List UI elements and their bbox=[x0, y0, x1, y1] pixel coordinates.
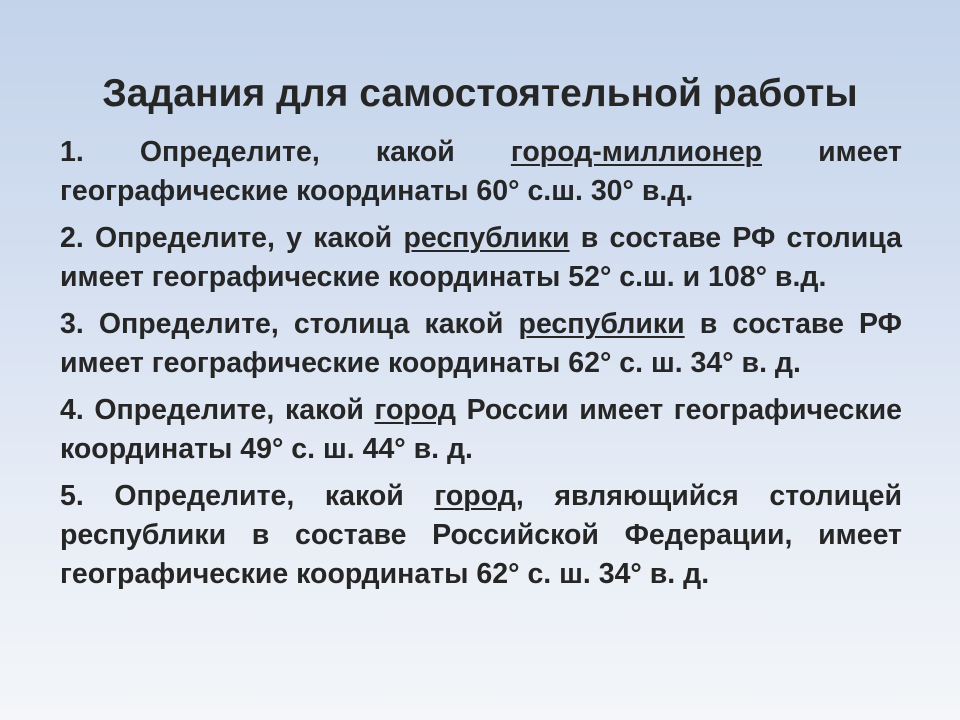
task-keyword: город-миллионер bbox=[510, 136, 763, 168]
task-text-after: имеет географические координаты 60° с.ш. 30° в.д. bbox=[60, 136, 902, 207]
task-list bbox=[60, 133, 902, 602]
task-keyword: республики bbox=[403, 222, 570, 254]
task-item-5 bbox=[60, 477, 902, 594]
task-text-after: России имеет географические координаты 49° с. ш. 44° в. д. bbox=[60, 394, 903, 465]
task-text-before: 1. Определите, какой bbox=[60, 136, 511, 168]
task-item-1 bbox=[60, 133, 902, 211]
task-text-after: в составе РФ столица имеет географические координаты 52° с.ш. и 108° в.д. bbox=[60, 222, 902, 293]
task-keyword: республики bbox=[518, 308, 685, 340]
task-text-before: 2. Определите, у какой bbox=[60, 222, 404, 254]
task-keyword: город bbox=[434, 480, 516, 512]
task-item-2 bbox=[60, 219, 902, 297]
slide-title: Задания для самостоятельной работы bbox=[102, 72, 858, 115]
task-text-after: , являющийся столицей республики в составе Российской Федерации, имеет географические координаты 62° с. ш. 34° в. д. bbox=[60, 480, 902, 590]
task-text-before: 4. Определите, какой bbox=[60, 394, 375, 426]
task-item-3 bbox=[60, 305, 902, 383]
task-text-before: 5. Определите, какой bbox=[60, 480, 435, 512]
task-text-after: в составе РФ имеет географические координаты 62° с. ш. 34° в. д. bbox=[60, 308, 902, 379]
task-text-before: 3. Определите, столица какой bbox=[60, 308, 519, 340]
task-keyword: город bbox=[374, 394, 456, 426]
task-item-4 bbox=[60, 391, 902, 469]
